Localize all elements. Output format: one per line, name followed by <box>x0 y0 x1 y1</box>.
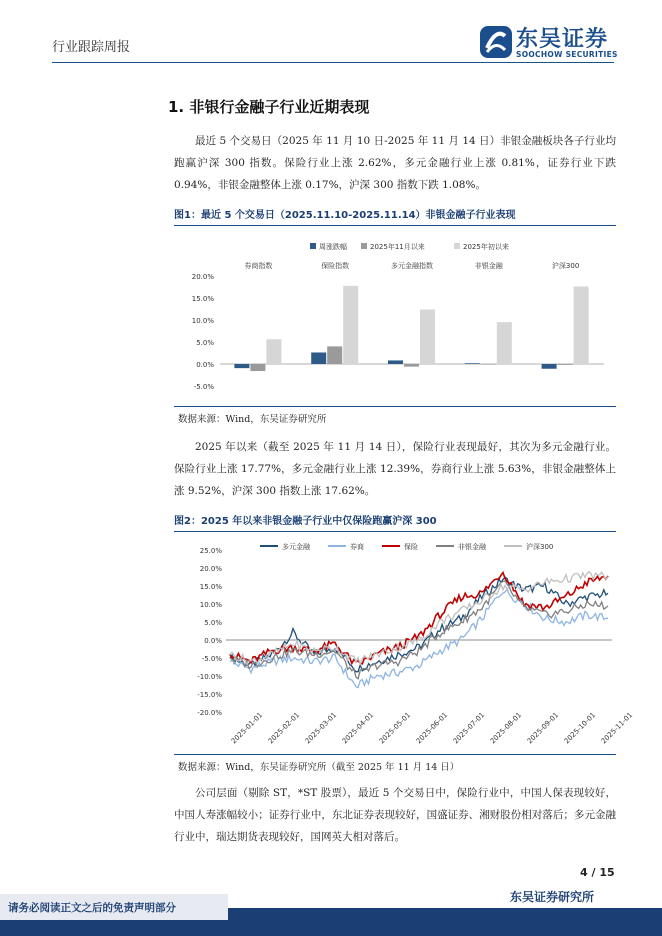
footer-disclaimer-notice: 请务必阅读正文之后的免责声明部分 <box>8 902 176 914</box>
category-label: 券商指数 <box>244 262 273 270</box>
y-tick-label: -20.0% <box>197 709 222 717</box>
figure2-bottom-rule <box>174 754 616 755</box>
legend-label: 沪深300 <box>526 543 554 551</box>
legend-label: 保险 <box>404 543 418 551</box>
y-tick-label: 5.0% <box>196 339 214 347</box>
footer-company: 东吴证券研究所 <box>510 890 595 904</box>
bar <box>542 364 557 369</box>
category-label: 沪深300 <box>551 262 580 270</box>
y-tick-label: 15.0% <box>199 583 222 591</box>
x-tick-label: 2025-01-01 <box>229 710 265 746</box>
category-label: 保险指数 <box>321 262 350 270</box>
bar <box>574 286 589 364</box>
bar <box>250 364 265 371</box>
y-tick-label: 0.0% <box>196 361 214 369</box>
x-tick-label: 2025-02-01 <box>266 710 302 746</box>
paragraph-weekly-summary: 最近 5 个交易日（2025 年 11 月 10 日-2025 年 11 月 14 日）非银金融板块各子行业均跑赢沪深 300 指数。保险行业上涨 2.62%，多元金融行业上涨 0.81%，证券行业下跌 0.94%，非银金融整体上涨 0.17%，沪深 300 指数下跌 1.08%。 <box>174 135 616 191</box>
y-tick-label: 20.0% <box>191 273 214 281</box>
bar <box>497 322 512 364</box>
y-tick-label: -10.0% <box>197 673 222 681</box>
header-section-label: 行业跟踪周报 <box>52 40 131 55</box>
y-tick-label: -15.0% <box>197 691 222 699</box>
logo-text-cn: 东吴证券 <box>516 27 609 52</box>
bar <box>234 364 249 368</box>
legend-swatch <box>361 243 367 249</box>
figure1-title: 图1：最近 5 个交易日（2025.11.10-2025.11.14）非银金融子行业表现 <box>174 206 616 226</box>
y-tick-label: -5.0% <box>201 655 222 663</box>
legend-label: 券商 <box>350 543 364 551</box>
legend-label: 周涨跌幅 <box>319 243 347 251</box>
y-tick-label: -5.0% <box>193 383 214 391</box>
x-tick-label: 2025-07-01 <box>451 710 487 746</box>
figure2-title: 图2：2025 年以来非银金融子行业中仅保险跑赢沪深 300 <box>174 512 616 532</box>
section-title: 1. 非银行金融子行业近期表现 <box>168 98 370 116</box>
y-tick-label: 20.0% <box>199 565 222 573</box>
y-tick-label: 10.0% <box>191 317 214 325</box>
y-tick-label: 5.0% <box>204 619 222 627</box>
bar <box>343 286 358 364</box>
paragraph-ytd-summary: 2025 年以来（截至 2025 年 11 月 14 日），保险行业表现最好，其次为多元金融行业。保险行业上涨 17.77%，多元金融行业上涨 12.39%，券商行业上涨 5.63%，非银金融整体上涨 9.52%，沪深 300 指数上涨 17.62%。 <box>174 441 616 497</box>
bar <box>558 364 573 365</box>
y-tick-label: 25.0% <box>199 547 222 555</box>
figure1-source: 数据来源：Wind，东吴证券研究所 <box>178 414 327 425</box>
x-tick-label: 2025-06-01 <box>414 710 450 746</box>
x-tick-label: 2025-10-01 <box>562 710 598 746</box>
company-logo <box>478 24 618 62</box>
legend-label: 多元金融 <box>282 543 310 551</box>
figure1-bottom-rule <box>174 406 616 407</box>
figure1-bar-chart <box>174 228 616 408</box>
series-line <box>230 581 608 679</box>
legend-swatch <box>310 243 316 249</box>
x-tick-label: 2025-03-01 <box>303 710 339 746</box>
category-label: 非银金融 <box>474 262 503 270</box>
category-label: 多元金融指数 <box>391 262 433 270</box>
legend-swatch <box>454 243 460 249</box>
logo-mark-icon <box>478 24 514 60</box>
y-tick-label: 0.0% <box>204 637 222 645</box>
figure2-source: 数据来源：Wind，东吴证券研究所（截至 2025 年 11 月 14 日） <box>178 762 460 773</box>
legend-label: 2025年11月以来 <box>370 243 425 251</box>
page-number: 4 / 15 <box>580 866 615 879</box>
header-divider <box>52 62 614 63</box>
y-tick-label: 15.0% <box>191 295 214 303</box>
bar <box>388 360 403 364</box>
legend-label: 2025年初以来 <box>463 243 509 251</box>
bar <box>404 364 419 367</box>
paragraph-company-level: 公司层面（剔除 ST，*ST 股票），最近 5 个交易日中，保险行业中，中国人保表现较好，中国人寿涨幅较小；证券行业中，东北证券表现较好，国盛证券、湘财股份相对落后；多元金融行业中，瑞达期货表现较好，国网英大相对落后。 <box>174 787 616 843</box>
x-tick-label: 2025-05-01 <box>377 710 413 746</box>
figure2-line-chart <box>174 534 635 752</box>
bar <box>266 339 281 364</box>
bar <box>327 346 342 364</box>
bar <box>465 363 480 364</box>
logo-text-en: SOOCHOW SECURITIES <box>516 50 618 59</box>
x-tick-label: 2025-09-01 <box>525 710 561 746</box>
legend-label: 非银金融 <box>458 543 486 551</box>
bar <box>420 309 435 364</box>
x-tick-label: 2025-04-01 <box>340 710 376 746</box>
bar <box>481 364 496 365</box>
x-tick-label: 2025-11-01 <box>599 710 635 746</box>
x-tick-label: 2025-08-01 <box>488 710 524 746</box>
bar <box>311 352 326 364</box>
y-tick-label: 10.0% <box>199 601 222 609</box>
